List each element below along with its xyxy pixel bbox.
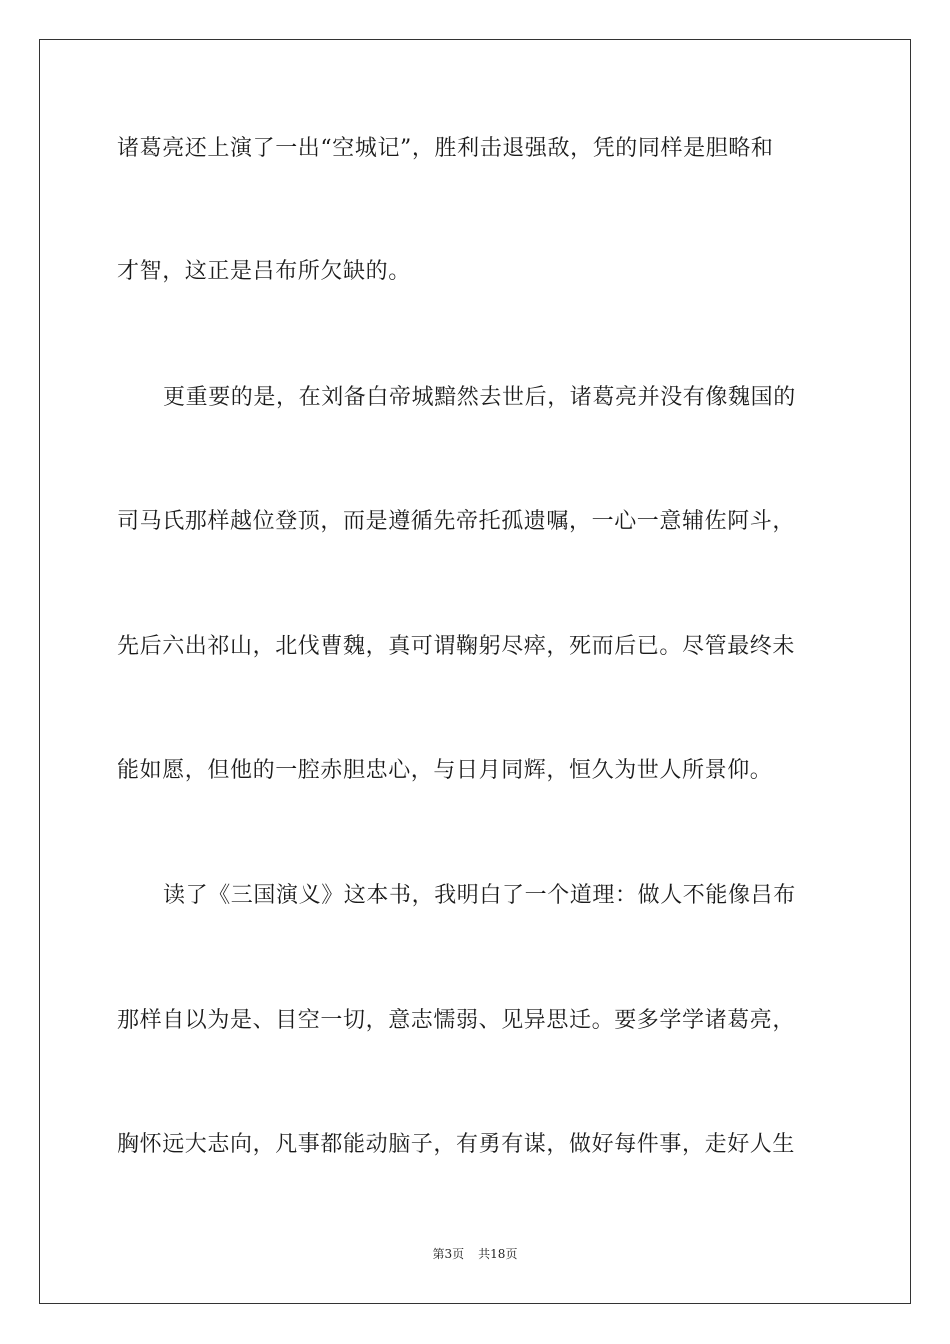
text-line-8: 那样自以为是、目空一切，意志懦弱、见异思迁。要多学学诸葛亮，: [117, 1008, 796, 1033]
text-line-3: 更重要的是，在刘备白帝城黯然去世后，诸葛亮并没有像魏国的: [163, 385, 796, 410]
text-line-2: 才智，这正是吕布所欠缺的。: [117, 259, 411, 284]
text-line-9: 胸怀远大志向，凡事都能动脑子，有勇有谋，做好每件事，走好人生: [117, 1132, 796, 1157]
text-line-5: 先后六出祁山，北伐曹魏，真可谓鞠躬尽瘁，死而后已。尽管最终未: [117, 634, 796, 659]
text-line-6: 能如愿，但他的一腔赤胆忠心，与日月同辉，恒久为世人所景仰。: [117, 758, 773, 783]
page-border: [39, 39, 911, 1304]
page-footer: [0, 1246, 950, 1262]
text-line-7: 读了《三国演义》这本书，我明白了一个道理：做人不能像吕布: [163, 883, 796, 908]
page-number: 第3页: [432, 1247, 465, 1261]
text-line-1: 诸葛亮还上演了一出“空城记”，胜利击退强敌，凭的同样是胆略和: [117, 136, 774, 161]
text-line-4: 司马氏那样越位登顶，而是遵循先帝托孤遗嘱，一心一意辅佐阿斗，: [117, 509, 796, 534]
page-total: 共18页: [478, 1247, 518, 1261]
